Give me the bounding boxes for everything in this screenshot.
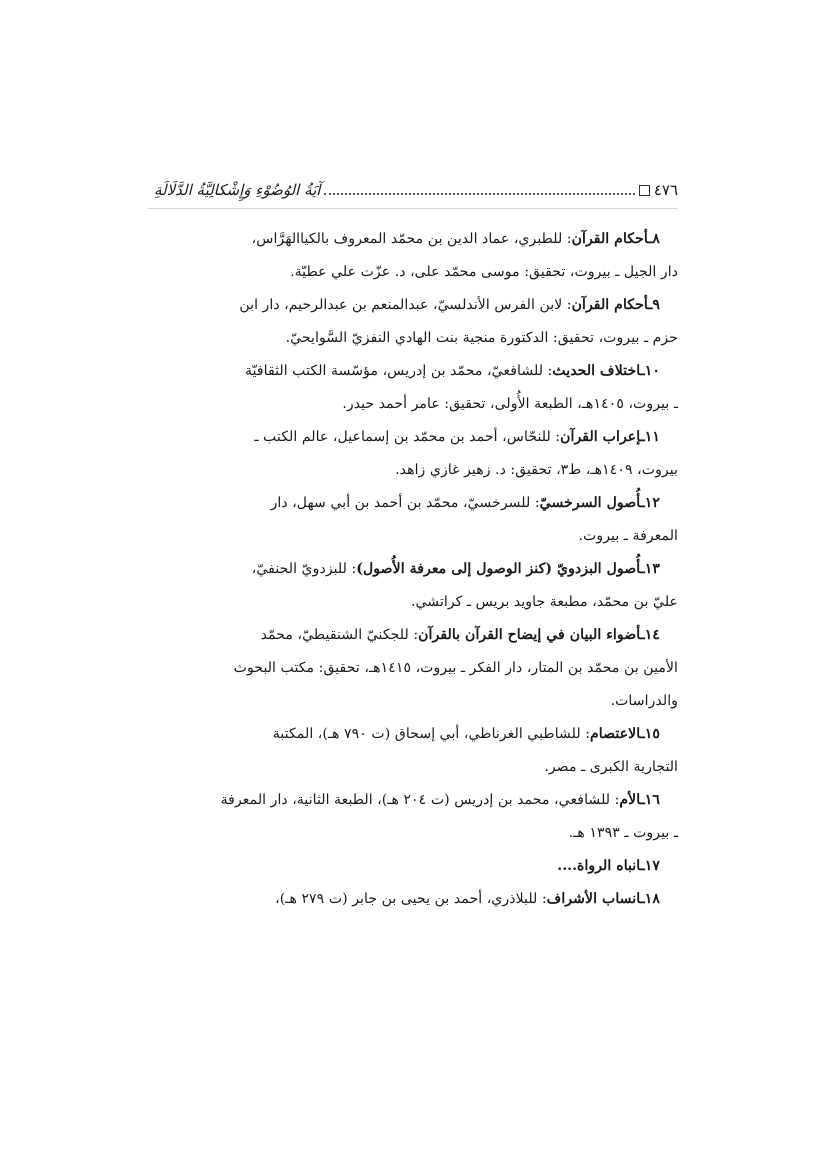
entry-text: : للجكنيّ الشنقيطيّ، محمّد — [260, 627, 419, 643]
entry-number: ١١ـ — [640, 429, 660, 445]
entry-title: اختلاف الحديث — [552, 363, 641, 379]
entry-title: انساب الأشراف — [546, 891, 641, 907]
bibliography-entry — [148, 289, 678, 355]
entry-continuation: بيروت، ١٤٠٩هـ، ط٣، تحقيق: د. زهير غازي زاهد. — [395, 462, 678, 478]
bibliography-entry — [148, 421, 678, 487]
entry-continuation: التجارية الكبرى ـ مصر. — [544, 759, 678, 775]
entry-continuation: حزم ـ بيروت، تحقيق: الدكتورة منجية بنت الهادي النفزيّ السَّوايحيّ. — [285, 330, 678, 346]
bibliography-entry — [148, 718, 678, 784]
entry-continuation: عليّ بن محمّد، مطبعة جاويد بريس ـ كراتشي. — [410, 594, 678, 610]
entry-continuation: والدراسات. — [610, 693, 678, 709]
bibliography-entry — [148, 850, 678, 883]
entry-text: : للطبري، عماد الدين بن محمّد المعروف بالكياالهَرَّاس، — [251, 231, 572, 247]
entry-text: : للسرخسيّ، محمّد بن أحمد بن أبي سهل، دار — [270, 495, 540, 511]
entry-text: : للشافعي، محمد بن إدريس (ت ٢٠٤ هـ)، الطبعة الثانية، دار المعرفة — [220, 792, 620, 808]
entry-title: أُصول السرخسيّ — [539, 495, 641, 511]
entry-continuation: الأمين بن محمّد بن المتار، دار الفكر ـ بيروت، ١٤١٥هـ، تحقيق: مكتب البحوث — [233, 660, 678, 676]
entry-title: أضواء البيان في إيضاح القرآن بالقرآن — [418, 627, 641, 643]
entry-continuation: المعرفة ـ بيروت. — [578, 528, 678, 544]
entry-title: الاعتصام — [590, 726, 641, 742]
bibliography-entry — [148, 619, 678, 718]
bibliography-entry — [148, 553, 678, 619]
entry-title: انباه الرواة.... — [557, 858, 641, 874]
dotted-leader — [324, 193, 634, 195]
entry-number: ١٢ـ — [640, 495, 660, 511]
bibliography-list — [148, 223, 678, 916]
entry-text: : للبزدويّ الحنفيّ، — [251, 561, 357, 577]
running-title: آيَةُ الوُضُوْءِ وَإِشْكالِيَّةُ الدَّلَالَةِ — [154, 181, 321, 199]
square-ornament-icon — [639, 185, 650, 196]
entry-number: ٩ـ — [648, 297, 660, 313]
entry-title: إعراب القرآن — [560, 429, 641, 445]
entry-text: : للبلاذري، أحمد بن يحيى بن جابر (ت ٢٧٩ هـ)، — [275, 891, 547, 907]
entry-text: : للشافعيّ، محمّد بن إدريس، مؤسّسة الكتب الثقافيّة — [244, 363, 553, 379]
entry-number: ١٣ـ — [640, 561, 660, 577]
bibliography-entry — [148, 883, 678, 916]
entry-continuation: ـ بيروت ـ ١٣٩٣ هـ. — [568, 825, 678, 841]
bibliography-entry — [148, 355, 678, 421]
entry-number: ١٤ـ — [640, 627, 660, 643]
entry-number: ١٨ـ — [640, 891, 660, 907]
bibliography-entry — [148, 784, 678, 850]
page-number: ٤٧٦ — [653, 181, 678, 199]
entry-continuation: دار الجيل ـ بيروت، تحقيق: موسى محمّد على، د. عزّت علي عطيّة. — [290, 264, 678, 280]
book-page — [148, 172, 678, 1032]
running-header — [148, 172, 678, 209]
entry-number: ١٦ـ — [640, 792, 660, 808]
bibliography-entry — [148, 223, 678, 289]
entry-title: أُصول البزدويّ (كنز الوصول إلى معرفة الأُصول) — [356, 561, 641, 577]
entry-title: الأم — [619, 792, 641, 808]
entry-text: : لابن الفرس الأندلسيّ، عبدالمنعم بن عبدالرحيم، دار ابن — [239, 297, 572, 313]
entry-continuation: ـ بيروت، ١٤٠٥هـ، الطبعة الأُولى، تحقيق: عامر أحمد حيدر. — [342, 396, 678, 412]
entry-text: : للشاطبي الغرناطي، أبي إسحاق (ت ٧٩٠ هـ)، المكتبة — [272, 726, 590, 742]
entry-number: ١٧ـ — [640, 858, 660, 874]
bibliography-entry — [148, 487, 678, 553]
entry-title: أحكام القرآن — [571, 231, 649, 247]
entry-number: ٨ـ — [648, 231, 660, 247]
entry-number: ١٠ـ — [640, 363, 660, 379]
page-number-group — [639, 181, 678, 199]
entry-title: أحكام القرآن — [571, 297, 649, 313]
entry-number: ١٥ـ — [640, 726, 660, 742]
entry-text: : للنحّاس، أحمد بن محمّد بن إسماعيل، عالم الكتب ـ — [254, 429, 561, 445]
